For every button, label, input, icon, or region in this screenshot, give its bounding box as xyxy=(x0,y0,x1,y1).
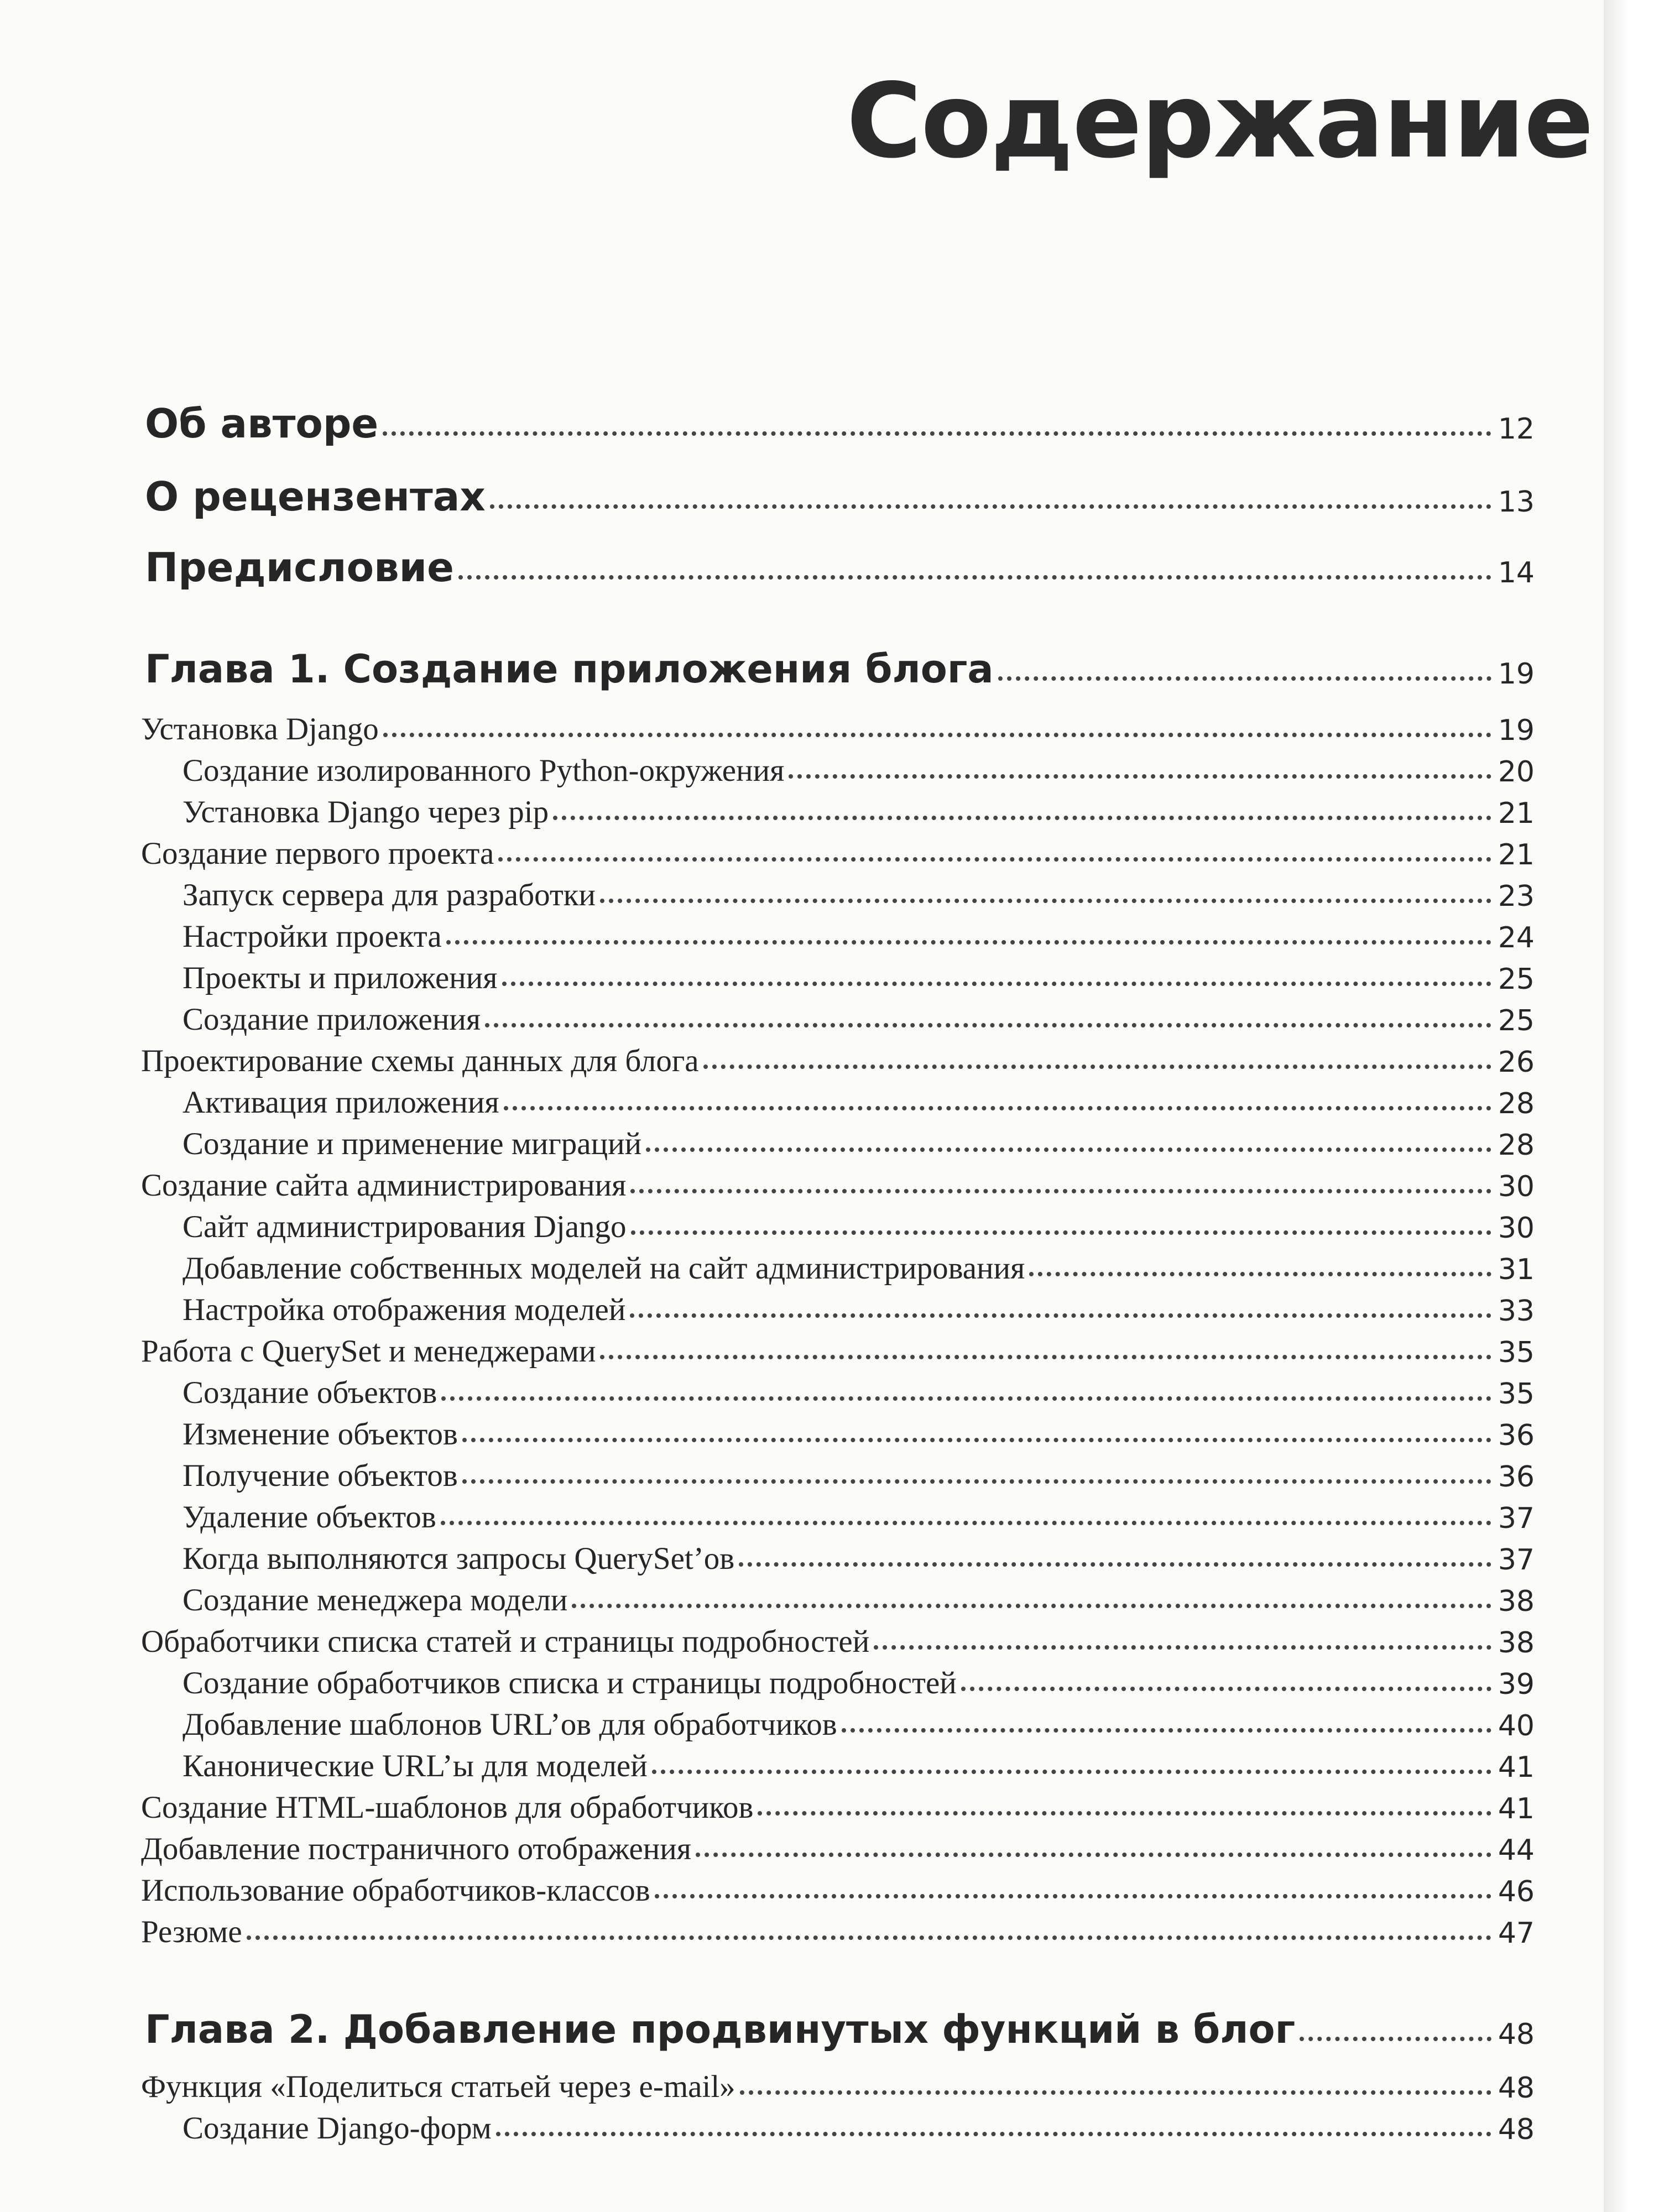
toc-page-number: 38 xyxy=(1498,1626,1535,1660)
toc-page-number: 41 xyxy=(1498,1792,1535,1825)
toc-entry-title: Настройки проекта xyxy=(182,919,442,954)
dot-leader xyxy=(383,431,1491,436)
toc-page-number: 36 xyxy=(1498,1419,1535,1452)
toc-entry-title: Использование обработчиков-классов xyxy=(141,1873,650,1908)
toc-page-number: 19 xyxy=(1498,658,1535,691)
page-title: Содержание xyxy=(846,61,1593,181)
toc-page-number: 38 xyxy=(1498,1585,1535,1618)
toc-page-number: 48 xyxy=(1498,2113,1535,2146)
dot-leader xyxy=(383,733,1491,737)
toc-entry-title: Сайт администрирования Django xyxy=(182,1209,627,1244)
dot-leader xyxy=(498,857,1491,862)
dot-leader xyxy=(696,1853,1491,1857)
toc-page-number: 37 xyxy=(1498,1502,1535,1535)
toc-page-number: 33 xyxy=(1498,1295,1535,1328)
toc-page-number: 36 xyxy=(1498,1460,1535,1494)
toc-entry-title: Предисловие xyxy=(145,544,454,591)
toc-entry-title: Глава 1. Создание приложения блога xyxy=(145,646,994,692)
dot-leader xyxy=(998,676,1491,681)
toc-entry-title: Проекты и приложения xyxy=(182,961,498,995)
toc-entry-title: Резюме xyxy=(141,1914,242,1949)
toc-entry xyxy=(182,1253,1535,1284)
toc-entry-title: Работа с QuerySet и менеджерами xyxy=(141,1334,596,1369)
toc-entry xyxy=(141,1792,1535,1823)
toc-page-number: 40 xyxy=(1498,1709,1535,1743)
toc-entry xyxy=(145,473,1535,520)
toc-entry-title: Получение объектов xyxy=(182,1458,458,1493)
toc-page-number: 14 xyxy=(1498,556,1535,589)
toc-entry xyxy=(182,753,1535,789)
toc-entry-title: Канонические URL’ы для моделей xyxy=(182,1749,648,1783)
dot-leader xyxy=(630,1313,1491,1318)
toc-entry xyxy=(182,1750,1535,1782)
toc-page-number: 13 xyxy=(1498,486,1535,519)
toc-page-number: 30 xyxy=(1498,1212,1535,1245)
dot-leader xyxy=(874,1645,1491,1650)
toc-entry xyxy=(141,1875,1535,1906)
toc-page-number: 19 xyxy=(1498,714,1535,747)
dot-leader xyxy=(600,1355,1491,1359)
dot-leader xyxy=(458,575,1491,580)
toc-page-number: 35 xyxy=(1498,1336,1535,1369)
toc-page-number: 30 xyxy=(1498,1170,1535,1203)
toc-entry-title: Проектирование схемы данных для блога xyxy=(141,1044,699,1078)
dot-leader xyxy=(842,1728,1491,1733)
dot-leader xyxy=(961,1687,1491,1691)
toc-entry xyxy=(182,1004,1535,1035)
toc-entry-title: Создание Django-форм xyxy=(182,2111,492,2146)
dot-leader xyxy=(441,1521,1491,1525)
toc-entry xyxy=(182,1211,1535,1243)
dot-leader xyxy=(504,1106,1491,1110)
toc-entry xyxy=(182,921,1535,952)
toc-entry-title: Добавление собственных моделей на сайт администрирования xyxy=(182,1251,1025,1286)
toc-entry xyxy=(182,1584,1535,1616)
toc-page-number: 31 xyxy=(1498,1253,1535,1286)
toc-entry-title: Установка Django xyxy=(141,712,379,747)
dot-leader xyxy=(646,1147,1491,1152)
toc-page-number: 21 xyxy=(1498,797,1535,830)
toc-entry xyxy=(182,1375,1535,1411)
dot-leader xyxy=(703,1065,1491,1069)
toc-entry-title: Активация приложения xyxy=(182,1085,499,1120)
toc-entry xyxy=(141,1045,1535,1077)
dot-leader xyxy=(740,2090,1491,2095)
dot-leader xyxy=(739,1562,1491,1567)
toc-entry xyxy=(182,1501,1535,1533)
toc-entry-title: Об авторе xyxy=(145,400,379,447)
toc-entry xyxy=(145,2007,1535,2052)
toc-entry xyxy=(182,1128,1535,1160)
toc-entry-title: Создание обработчиков списка и страницы подробностей xyxy=(182,1666,957,1700)
dot-leader xyxy=(572,1604,1491,1608)
toc-entry-title: Добавление постраничного отображения xyxy=(141,1832,692,1866)
dot-leader xyxy=(462,1438,1491,1442)
toc-page-number: 44 xyxy=(1498,1834,1535,1867)
dot-leader xyxy=(485,1023,1491,1027)
toc-page-number: 26 xyxy=(1498,1046,1535,1079)
toc-entry xyxy=(182,1294,1535,1326)
toc-entry xyxy=(141,836,1535,872)
toc-page-number: 12 xyxy=(1498,413,1535,446)
toc-entry xyxy=(145,544,1535,591)
toc-entry xyxy=(182,879,1535,911)
dot-leader xyxy=(462,1479,1491,1484)
dot-leader xyxy=(1029,1272,1491,1276)
toc-entry-title: Установка Django через pip xyxy=(182,795,549,830)
toc-page-number: 48 xyxy=(1498,2018,1535,2051)
toc-entry-title: Создание первого проекта xyxy=(141,836,494,871)
toc-entry xyxy=(141,2071,1535,2103)
toc-entry xyxy=(141,1833,1535,1865)
toc-entry-title: Создание менеджера модели xyxy=(182,1583,568,1618)
toc-page-number: 47 xyxy=(1498,1917,1535,1950)
toc-entry xyxy=(182,796,1535,828)
toc-page-number: 20 xyxy=(1498,755,1535,789)
toc-entry-title: Удаление объектов xyxy=(182,1500,436,1535)
dot-leader xyxy=(630,1189,1491,1193)
toc-entry-title: Запуск сервера для разработки xyxy=(182,878,596,912)
toc-entry xyxy=(141,713,1535,745)
toc-page-number: 28 xyxy=(1498,1129,1535,1162)
toc-entry xyxy=(145,646,1535,692)
toc-entry xyxy=(141,1916,1535,1948)
toc-entry xyxy=(182,1541,1535,1577)
toc-entry-title: Создание и применение миграций xyxy=(182,1126,642,1161)
toc-entry xyxy=(141,1624,1535,1660)
toc-entry-title: Создание объектов xyxy=(182,1375,437,1410)
toc-entry-title: Изменение объектов xyxy=(182,1417,458,1452)
dot-leader xyxy=(655,1894,1491,1898)
dot-leader xyxy=(446,940,1491,945)
toc-entry-title: Обработчики списка статей и страницы подробностей xyxy=(141,1624,870,1659)
dot-leader xyxy=(490,504,1491,509)
toc-entry xyxy=(182,1458,1535,1494)
dot-leader xyxy=(247,1936,1491,1940)
toc-entry xyxy=(145,400,1535,447)
toc-entry-title: Когда выполняются запросы QuerySet’ов xyxy=(182,1541,735,1576)
toc-entry-title: Добавление шаблонов URL’ов для обработчиков xyxy=(182,1707,837,1742)
toc-entry-title: О рецензентах xyxy=(145,473,486,520)
toc-entry-title: Создание сайта администрирования xyxy=(141,1168,627,1203)
toc-entry xyxy=(182,2112,1535,2144)
dot-leader xyxy=(652,1770,1491,1774)
toc-entry-title: Глава 2. Добавление продвинутых функций в блог xyxy=(145,2007,1296,2052)
toc-page-number: 28 xyxy=(1498,1087,1535,1120)
toc-page-number: 37 xyxy=(1498,1543,1535,1577)
dot-leader xyxy=(600,899,1491,903)
dot-leader xyxy=(758,1811,1491,1815)
dot-leader xyxy=(502,982,1491,986)
toc-page-number: 23 xyxy=(1498,880,1535,913)
toc-entry-title: Настройка отображения моделей xyxy=(182,1292,626,1327)
toc-entry-title: Создание HTML-шаблонов для обработчиков xyxy=(141,1790,754,1825)
toc-page-number: 41 xyxy=(1498,1751,1535,1784)
toc-page-number: 21 xyxy=(1498,838,1535,872)
toc-page-number: 39 xyxy=(1498,1668,1535,1701)
toc-entry-title: Создание изолированного Python-окружения xyxy=(182,753,785,788)
toc-entry xyxy=(141,1170,1535,1201)
dot-leader xyxy=(441,1396,1491,1401)
toc-entry xyxy=(182,1667,1535,1699)
toc-page-number: 48 xyxy=(1498,2072,1535,2105)
toc-entry-title: Создание приложения xyxy=(182,1002,481,1037)
dot-leader xyxy=(496,2132,1491,2136)
dot-leader xyxy=(789,774,1491,779)
toc-page-number: 35 xyxy=(1498,1378,1535,1411)
toc-page-number: 25 xyxy=(1498,1004,1535,1037)
dot-leader xyxy=(553,816,1491,820)
toc-entry xyxy=(182,962,1535,994)
toc-entry xyxy=(141,1335,1535,1367)
toc-entry-title: Функция «Поделиться статьей через e-mail» xyxy=(141,2069,735,2104)
toc-page-number: 25 xyxy=(1498,963,1535,996)
toc-page-number: 24 xyxy=(1498,921,1535,954)
toc-entry xyxy=(182,1087,1535,1118)
dot-leader xyxy=(1300,2037,1491,2041)
dot-leader xyxy=(631,1230,1491,1235)
toc-entry xyxy=(182,1418,1535,1450)
toc-entry xyxy=(182,1707,1535,1743)
toc-page-number: 46 xyxy=(1498,1875,1535,1908)
